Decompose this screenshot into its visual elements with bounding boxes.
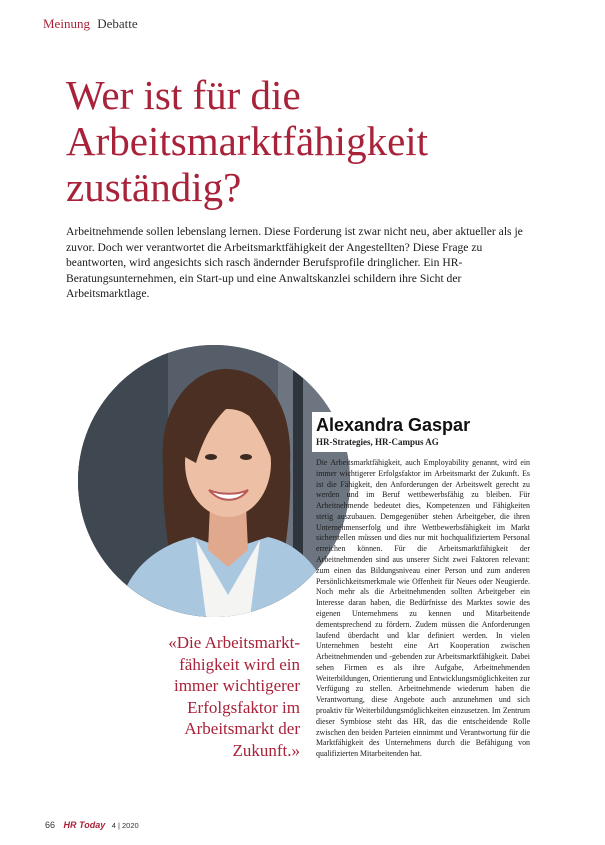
quote-line: Erfolgsfaktor im bbox=[187, 697, 300, 717]
quote-line: immer wichtigerer bbox=[173, 676, 300, 695]
headline-line: zuständig? bbox=[66, 164, 242, 210]
magazine-name: HR Today bbox=[63, 820, 106, 830]
page-footer bbox=[45, 820, 139, 830]
article-body bbox=[316, 458, 530, 760]
issue-number: 4 | 2020 bbox=[111, 821, 139, 830]
headline-line: Arbeitsmarktfähigkeit bbox=[66, 118, 429, 164]
page-number: 66 bbox=[45, 820, 56, 830]
headline-line: Wer ist für die bbox=[66, 72, 301, 118]
body-paragraph: Die Arbeitsmarktfähigkeit, auch Employability genannt, wird ein immer wichtigerer Erfolgsfaktor im Arbeitsmarkt der Zukunft. Es ist die Fähigkeit, den Anforderungen der Arbeitswelt gerecht zu werden und im Beruf wettbewerbsfähig zu bleiben. Für Arbeitnehmende bedeutet dies, Kompetenzen und Fähigkeiten stetig auszubauen. Demgegenüber stehen Arbeitgeber, die ihren Unternehmenserfolg und ihre Wettbewerbsfähigkeit im Markt sicherstellen müssen und dies nur mit hochqualifiziertem Personal erreichen können. Für die Arbeitsmarktfähigkeit der Arbeitnehmenden sind aus unserer Sicht zwei Faktoren relevant: zum einen das Bildungsniveau einer Person und zum anderen Persönlichkeitsmerkmale wie Offenheit für Neues oder Neugierde. Noch mehr als die Arbeitnehmenden sollten Arbeitgeber ein Interesse daran haben, die Bedürfnisse des Marktes sowie des eigenen Unternehmens zu kennen und Mitarbeitende dementsprechend zu fördern. Zudem müssen die Anforderungen laufend überdacht und klar definiert werden. In vielen Unternehmen besteht eine Art Kooperation zwischen Arbeitnehmenden und -gebenden zur Arbeitsmarktfähigkeit. Dabei sehen Firmen es als ihre Aufgabe, Arbeitnehmenden Weiterbildungen, Orientierung und Entwicklungsmöglichkeiten zur Verfügung zu stellen. Arbeitnehmende wiederum haben die Verantwortung, diese Angebote auch anzunehmen und sich proaktiv für Weiterbildungsmöglichkeiten einzusetzen. Im Zentrum dieser Symbiose steht das HR, das die entscheidende Rolle zwischen den beiden Parteien einnimmt und Verantwortung für die Marktfähigkeit des Unternehmens durch die Befähigung von qualifizierten Mitarbeitenden hat. bbox=[316, 458, 530, 759]
quote-line: fähigkeit wird ein bbox=[179, 654, 300, 674]
author-role: HR-Strategies, HR-Campus AG bbox=[316, 437, 439, 447]
section-label bbox=[43, 16, 138, 32]
author-box bbox=[312, 412, 547, 452]
pull-quote bbox=[140, 632, 300, 761]
section-category: Meinung bbox=[43, 16, 90, 31]
section-subcategory: Debatte bbox=[97, 16, 138, 31]
author-name: Alexandra Gaspar bbox=[316, 415, 471, 435]
author-portrait bbox=[78, 345, 350, 617]
headline bbox=[66, 72, 566, 210]
lead-paragraph: Arbeitnehmende sollen lebenslang lernen. Diese Forderung ist zwar nicht neu, aber aktueller als je zuvor. Doch wer verantwortet die Arbeitsmarktfähigkeit der Angestellten? Diese Frage zu beantworten, wird angesichts sich rasch ändernder Berufsprofile dringlicher. Ein HR-Beratungsunternehmen, ein Start-up und eine Anwaltskanzlei schildern ihre Sicht der Arbeitsmarktlage. bbox=[66, 225, 523, 301]
quote-line: Arbeitsmarkt der bbox=[184, 719, 300, 738]
quote-line: Zukunft.» bbox=[232, 740, 300, 760]
quote-line: «Die Arbeitsmarkt- bbox=[168, 633, 300, 652]
